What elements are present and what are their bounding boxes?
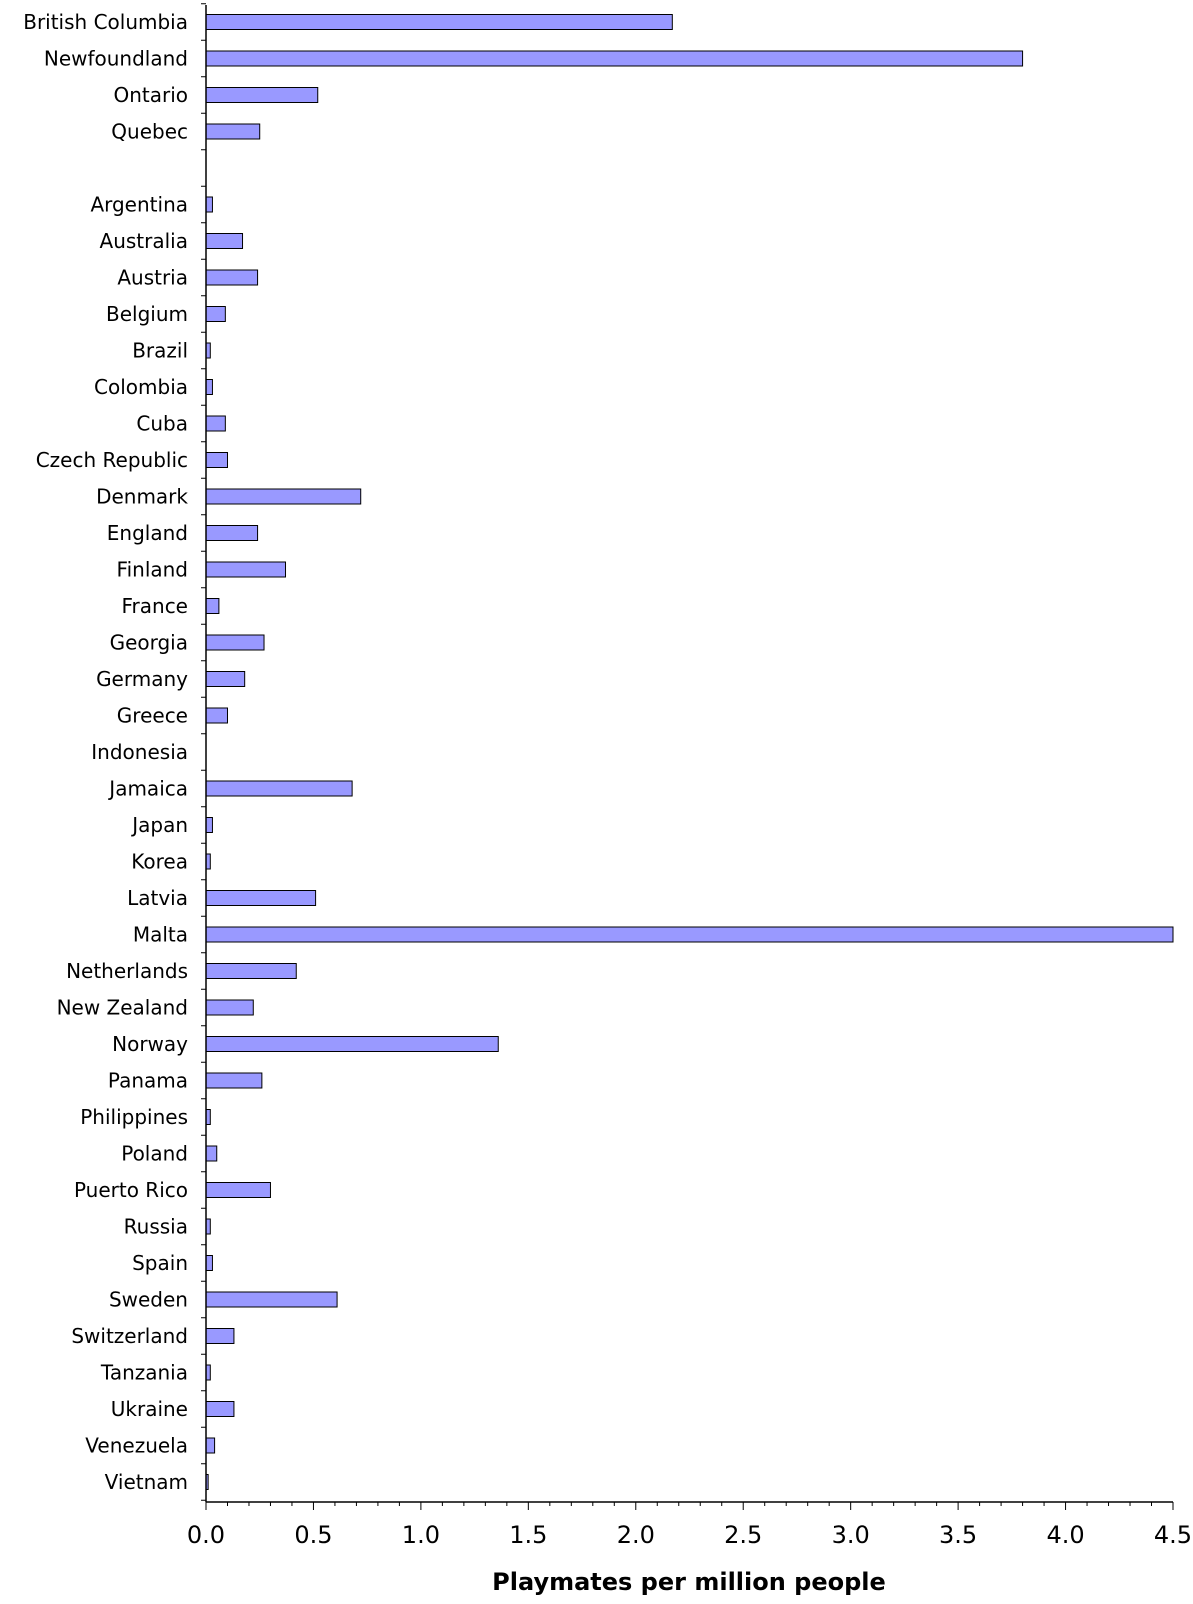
category-label-france: France [121, 594, 188, 618]
bar-ukraine [206, 1402, 234, 1417]
category-label-ontario: Ontario [113, 83, 188, 107]
category-labels [23, 10, 188, 1494]
category-label-quebec: Quebec [111, 119, 188, 144]
category-label-argentina: Argentina [90, 192, 188, 217]
bar-greece [206, 708, 227, 723]
category-label-latvia: Latvia [127, 886, 188, 910]
x-tick-label: 4.5 [1153, 1521, 1193, 1549]
category-label-belgium: Belgium [106, 302, 188, 326]
bar-france [206, 599, 219, 614]
bar-colombia [206, 380, 212, 395]
bar-spain [206, 1256, 212, 1271]
bar-panama [206, 1073, 262, 1088]
x-tick-label: 0.0 [186, 1521, 226, 1549]
category-label-austria: Austria [117, 265, 188, 290]
x-tick-label: 1.0 [401, 1521, 440, 1549]
category-label-russia: Russia [123, 1214, 188, 1239]
bar-georgia [206, 635, 264, 650]
bar-poland [206, 1146, 217, 1161]
category-label-georgia: Georgia [109, 630, 188, 655]
category-label-puerto-rico: Puerto Rico [73, 1178, 188, 1202]
bar-cuba [206, 416, 225, 431]
bar-british-columbia [206, 15, 672, 30]
x-tick-label: 3.0 [831, 1521, 870, 1549]
category-label-norway: Norway [112, 1032, 188, 1056]
bar-sweden [206, 1292, 337, 1307]
category-label-colombia: Colombia [94, 375, 188, 399]
bar-finland [206, 562, 286, 577]
x-tick-label: 1.5 [509, 1521, 548, 1549]
category-label-denmark: Denmark [96, 484, 188, 509]
category-label-germany: Germany [96, 667, 188, 691]
x-tick-label: 3.5 [939, 1521, 978, 1549]
category-label-philippines: Philippines [80, 1105, 188, 1129]
bar-venezuela [206, 1438, 215, 1453]
bar-new-zealand [206, 1000, 253, 1015]
category-label-australia: Australia [99, 229, 188, 253]
bar-ontario [206, 88, 318, 103]
bar-latvia [206, 891, 316, 906]
category-label-tanzania: Tanzania [100, 1360, 188, 1385]
category-label-czech-republic: Czech Republic [35, 448, 188, 472]
category-label-venezuela: Venezuela [85, 1433, 188, 1458]
bar-argentina [206, 197, 212, 212]
category-label-finland: Finland [116, 557, 188, 582]
bar-jamaica [206, 781, 352, 796]
bar-austria [206, 270, 258, 285]
category-label-greece: Greece [116, 703, 188, 728]
category-label-indonesia: Indonesia [91, 740, 188, 764]
category-label-malta: Malta [132, 922, 188, 947]
category-label-new-zealand: New Zealand [56, 995, 188, 1020]
category-label-korea: Korea [131, 849, 188, 874]
category-label-cuba: Cuba [136, 411, 188, 436]
x-axis-title: Playmates per million people [492, 1568, 886, 1596]
bar-czech-republic [206, 453, 227, 468]
x-tick-label: 2.0 [616, 1521, 655, 1549]
bar-switzerland [206, 1329, 234, 1344]
x-tick-label: 2.5 [724, 1521, 763, 1549]
category-label-switzerland: Switzerland [71, 1324, 188, 1348]
x-axis-ticks [187, 1521, 1192, 1549]
bar-australia [206, 234, 243, 249]
bar-japan [206, 818, 212, 833]
category-label-british-columbia: British Columbia [23, 10, 188, 34]
category-label-japan: Japan [132, 813, 188, 837]
x-tick-label: 4.0 [1046, 1521, 1085, 1549]
category-label-ukraine: Ukraine [110, 1397, 188, 1421]
category-label-netherlands: Netherlands [66, 959, 188, 983]
category-label-poland: Poland [121, 1141, 188, 1166]
bars-layer [206, 15, 1173, 1490]
category-label-spain: Spain [132, 1251, 188, 1275]
category-label-brazil: Brazil [132, 338, 188, 363]
bar-belgium [206, 307, 225, 322]
bar-netherlands [206, 964, 296, 979]
category-label-newfoundland: Newfoundland [43, 46, 188, 71]
bar-germany [206, 672, 245, 687]
category-label-england: England [106, 521, 188, 545]
bar-quebec [206, 124, 260, 139]
bar-norway [206, 1037, 498, 1052]
category-label-vietnam: Vietnam [104, 1470, 188, 1494]
bar-malta [206, 927, 1173, 942]
category-label-sweden: Sweden [108, 1287, 188, 1312]
category-label-jamaica: Jamaica [109, 776, 188, 801]
axes-layer [201, 4, 1173, 1510]
bar-denmark [206, 489, 361, 504]
bar-england [206, 526, 258, 541]
bar-puerto-rico [206, 1183, 270, 1198]
bar-newfoundland [206, 51, 1023, 66]
category-label-panama: Panama [107, 1068, 188, 1093]
x-tick-label: 0.5 [294, 1521, 333, 1549]
